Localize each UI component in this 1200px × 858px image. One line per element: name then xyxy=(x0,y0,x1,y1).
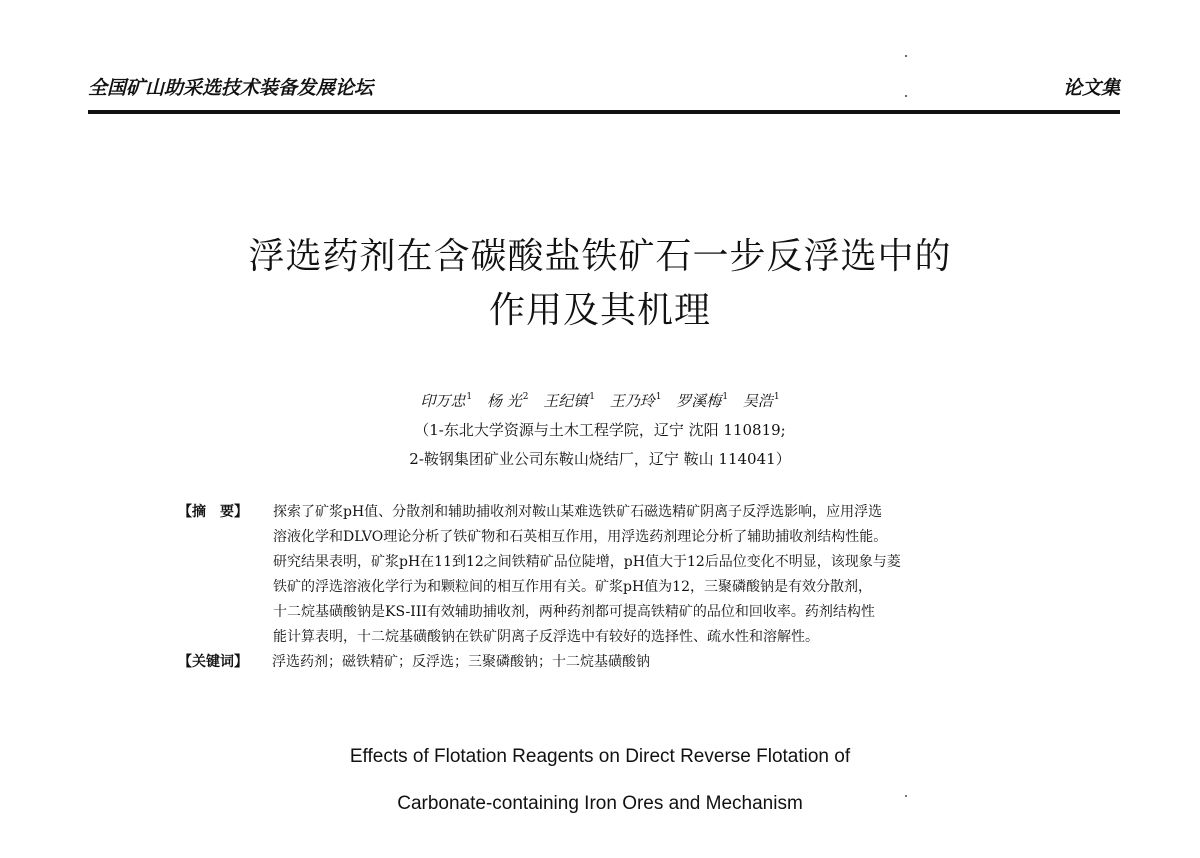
author xyxy=(487,385,529,413)
scan-speck xyxy=(905,55,907,57)
author xyxy=(420,385,472,413)
scan-speck xyxy=(905,795,907,797)
header-proceedings-label: 论文集 xyxy=(1062,77,1120,99)
abstract-line: 铁矿的浮选溶液化学行为和颗粒间的相互作用有关。矿浆pH值为12，三聚磷酸钠是有效分散剂， xyxy=(273,579,872,595)
abstract-row xyxy=(178,575,1038,600)
abstract-label: 【摘 要】 xyxy=(178,504,248,520)
affiliation-line-2: 2-鞍钢集团矿业公司东鞍山烧结厂，辽宁 鞍山 114041） xyxy=(409,450,791,468)
running-header xyxy=(88,73,1120,103)
author xyxy=(743,385,780,413)
abstract-line: 能计算表明，十二烷基磺酸钠在铁矿阴离子反浮选中有较好的选择性、疏水性和溶解性。 xyxy=(273,629,819,645)
english-title-line-2: Carbonate-containing Iron Ores and Mechanism xyxy=(397,793,803,814)
abstract-line: 十二烷基磺酸钠是KS-III有效辅助捕收剂，两种药剂都可提高铁精矿的品位和回收率。药剂结构性 xyxy=(273,604,875,620)
author-affiliation-mark: 1 xyxy=(466,392,473,402)
paper-title-line-2: 作用及其机理 xyxy=(488,290,711,331)
author-name: 吴浩 xyxy=(742,392,773,410)
keywords-text: 浮选药剂；磁铁精矿；反浮选；三聚磷酸钠；十二烷基磺酸钠 xyxy=(272,654,650,670)
author-affiliation-mark: 1 xyxy=(773,392,780,402)
author xyxy=(543,385,595,413)
affiliation-line-1: （1-东北大学资源与土木工程学院，辽宁 沈阳 110819; xyxy=(414,421,786,439)
header-forum-title: 全国矿山助采选技术装备发展论坛 xyxy=(88,77,374,99)
abstract-line: 探索了矿浆pH值、分散剂和辅助捕收剂对鞍山某难选铁矿石磁选精矿阴离子反浮选影响，应用浮选 xyxy=(273,504,883,520)
paper-title-line-1: 浮选药剂在含碳酸盐铁矿石一步反浮选中的 xyxy=(248,236,952,277)
header-rule xyxy=(88,110,1120,114)
author xyxy=(610,385,662,413)
abstract-row xyxy=(178,525,1038,550)
author-affiliation-mark: 2 xyxy=(522,392,529,402)
abstract-line: 研究结果表明，矿浆pH在11到12之间铁精矿品位陡增，pH值大于12后品位变化不明显，该现象与菱 xyxy=(273,554,901,570)
author-name: 罗溪梅 xyxy=(676,392,722,410)
abstract-row xyxy=(178,600,1038,625)
author-name: 王乃玲 xyxy=(609,392,655,410)
abstract-row xyxy=(178,550,1038,575)
author-affiliation-mark: 1 xyxy=(589,392,595,402)
keywords-label: 【关键词】 xyxy=(178,654,248,670)
author-affiliation-mark: 1 xyxy=(722,392,729,402)
scan-speck xyxy=(905,95,907,97)
abstract-block xyxy=(178,500,1038,675)
author-list xyxy=(0,385,1200,413)
author-name: 印万忠 xyxy=(420,392,466,410)
abstract-row xyxy=(178,625,1038,650)
author-name: 杨 光 xyxy=(486,392,522,410)
abstract-line: 溶液化学和DLVO理论分析了铁矿物和石英相互作用，用浮选药剂理论分析了辅助捕收剂结构性能。 xyxy=(273,529,888,545)
english-title-line-1: Effects of Flotation Reagents on Direct Reverse Flotation of xyxy=(349,746,851,767)
author xyxy=(676,385,728,413)
abstract-row xyxy=(178,500,1038,525)
author-affiliation-mark: 1 xyxy=(655,392,662,402)
keywords-row xyxy=(178,650,1038,675)
author-name: 王纪镇 xyxy=(543,392,589,410)
